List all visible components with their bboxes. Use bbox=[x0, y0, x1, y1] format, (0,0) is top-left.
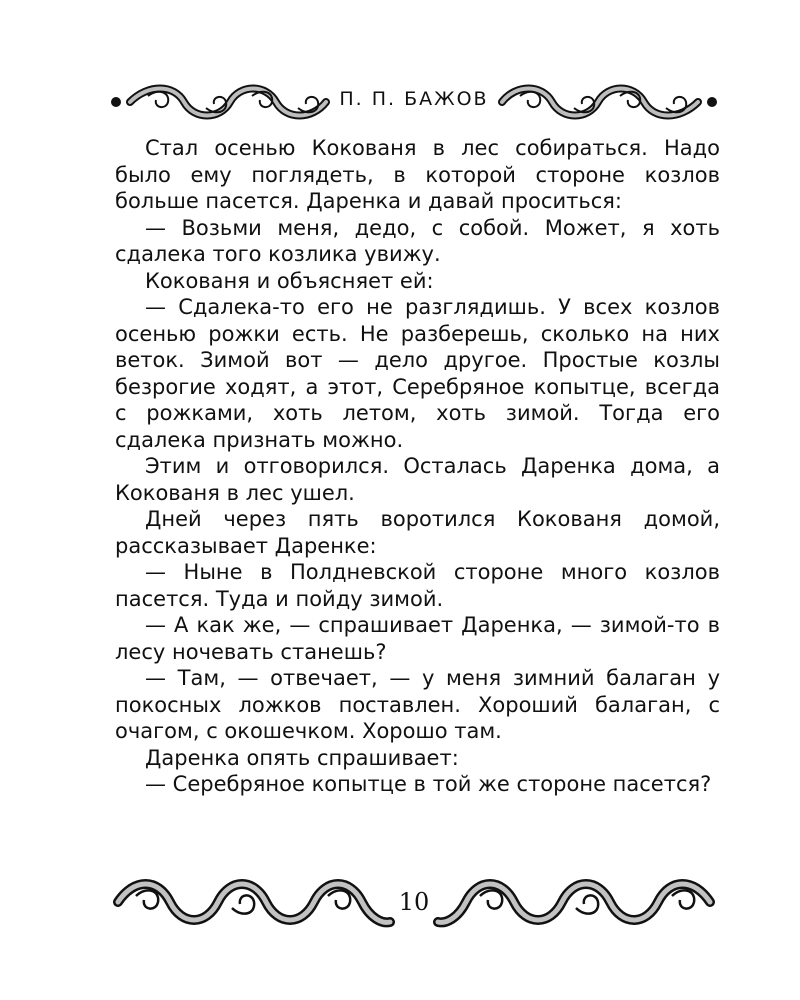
paragraph: Даренка опять спрашивает: bbox=[145, 745, 459, 770]
right-ornament bbox=[490, 82, 720, 122]
paragraph: — Сдалека-то его не разглядишь. У всех козлов осенью рожки есть. Не разберешь, сколько на них веток. Зимой вот — дело другое. Простые козлы безрогие ходят, а этот, Серебряное копытце, всегда с рожками, хоть летом, хоть зимой. Тогда его сдалека признать можно. bbox=[115, 295, 720, 452]
page-footer bbox=[108, 872, 720, 934]
paragraph: Стал осенью Кокованя в лес собираться. Надо было ему поглядеть, в которой стороне козлов больше пасется. Даренка и давай проситься: bbox=[115, 136, 720, 213]
paragraph: — Серебряное копытце в той же стороне пасется? bbox=[145, 772, 712, 796]
paragraph: — Возьми меня, дедо, с собой. Может, я хоть сдалека того козлика увижу. bbox=[115, 215, 720, 266]
paragraph: Дней через пять воротился Кокованя домой, рассказывает Даренке: bbox=[115, 507, 720, 558]
running-header bbox=[108, 82, 720, 134]
paragraph: — Ныне в Полдневской стороне много козлов пасется. Туда и пойду зимой. bbox=[115, 560, 720, 611]
header-author-title: П. П. БАЖОВ bbox=[339, 88, 489, 110]
paragraph: Кокованя и объясняет ей: bbox=[145, 268, 434, 293]
paragraph: — Там, — отвечает, — у меня зимний балаган у покосных ложков поставлен. Хороший балаган, с очагом, с окошечком. Хорошо там. bbox=[115, 666, 720, 743]
story-text bbox=[115, 135, 720, 798]
paragraph: Этим и отговорился. Осталась Даренка дома, а Кокованя в лес ушел. bbox=[115, 454, 720, 505]
page-number: 10 bbox=[398, 888, 430, 916]
paragraph: — А как же, — спрашивает Даренка, — зимой-то в лесу ночевать станешь? bbox=[115, 613, 720, 664]
